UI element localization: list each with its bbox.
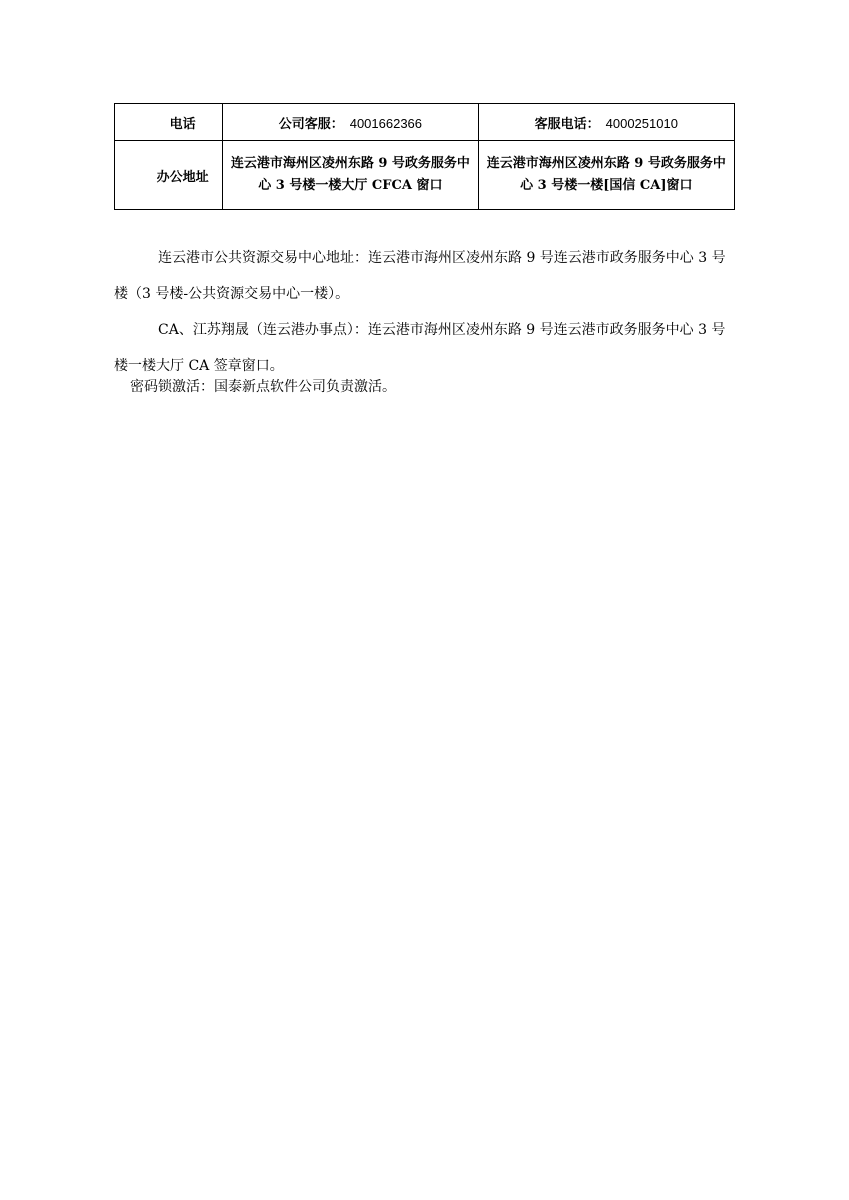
lock-activation-note: 密码锁激活：国泰新点软件公司负责激活。 bbox=[130, 379, 396, 395]
customer-service-number: 4000251010 bbox=[605, 115, 678, 131]
company-service-phone bbox=[223, 104, 478, 141]
exchange-center-address: 连云港市公共资源交易中心地址：连云港市海州区凌州东路 9 号连云港市政务服务中心 3 号楼（3 号楼-公共资源交易中心一楼）。 bbox=[114, 250, 726, 302]
guoxin-ca-address: 连云港市海州区凌州东路 9 号政务服务中心 3 号楼一楼[国信 CA]窗口 bbox=[478, 141, 734, 210]
cfca-address: 连云港市海州区凌州东路 9 号政务服务中心 3 号楼一楼大厅 CFCA 窗口 bbox=[223, 141, 478, 210]
ca-jiangsu-address: CA、江苏翔晟（连云港办事点）：连云港市海州区凌州东路 9 号连云港市政务服务中心 3 号楼一楼大厅 CA 签章窗口。 bbox=[114, 322, 726, 374]
company-service-label: 公司客服： bbox=[278, 116, 344, 132]
phone-label: 电话 bbox=[115, 104, 223, 141]
table-row-address bbox=[115, 141, 735, 210]
customer-service-phone bbox=[478, 104, 734, 141]
address-notes bbox=[114, 240, 734, 384]
customer-service-label: 客服电话： bbox=[534, 116, 600, 132]
table-row-phone bbox=[115, 104, 735, 141]
contact-table bbox=[114, 103, 735, 210]
company-service-number: 4001662366 bbox=[349, 115, 423, 131]
address-label: 办公地址 bbox=[115, 141, 223, 210]
